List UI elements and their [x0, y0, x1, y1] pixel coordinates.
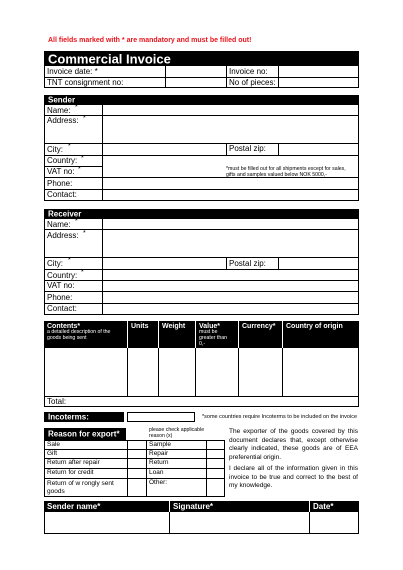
declaration-truth: I declare all of the information given in this invoice to be true and correct to the best of my knowledge.	[229, 465, 358, 490]
reason-wrongly-sent-checkbox[interactable]	[128, 479, 146, 496]
receiver-city-field[interactable]	[103, 258, 226, 269]
receiver-postal-label: Postal zip:	[229, 259, 266, 268]
receiver-heading-bar	[44, 209, 359, 219]
reason-sample-checkbox[interactable]	[207, 441, 224, 449]
receiver-address-label: Address:	[47, 231, 79, 240]
export-check-note: please check applicable reason (x)	[149, 427, 205, 439]
reason-sale-label: Sale	[47, 441, 61, 448]
invoice-no-label: Invoice no:	[229, 67, 268, 76]
sender-name-header: Sender name*	[47, 502, 101, 511]
sender-postal-field[interactable]	[279, 144, 358, 155]
tnt-consignment-field[interactable]	[166, 78, 225, 87]
sender-heading-bar	[44, 95, 359, 105]
sender-name-field[interactable]	[45, 513, 169, 533]
date-header: Date*	[313, 502, 334, 511]
sender-vat-field[interactable]	[103, 167, 223, 177]
sender-contact-field[interactable]	[103, 190, 358, 201]
reason-return-after-repair-label: Return after repair	[47, 459, 100, 466]
invoice-date-field[interactable]	[166, 67, 225, 76]
origin-field[interactable]	[283, 349, 358, 396]
sender-address-label: Address:	[47, 116, 79, 125]
receiver-contact-label: Contact:	[47, 304, 77, 313]
reason-sale-checkbox[interactable]	[128, 441, 146, 449]
sender-phone-field[interactable]	[103, 178, 358, 189]
pieces-label: No of pieces:	[229, 78, 276, 87]
receiver-address-field[interactable]	[103, 230, 358, 257]
receiver-postal-field[interactable]	[279, 258, 358, 269]
sender-name-label: Name:	[47, 106, 71, 115]
reason-gift-label: Gift	[47, 450, 58, 457]
invoice-date-label: Invoice date: *	[47, 67, 98, 76]
currency-field[interactable]	[239, 349, 282, 396]
export-heading: Reason for export*	[48, 429, 120, 439]
reason-return-label: Return	[149, 459, 169, 466]
sender-address-star: *	[83, 115, 86, 122]
sender-vat-star: *	[78, 166, 81, 173]
receiver-address-star: *	[83, 230, 86, 237]
weight-header: Weight	[162, 323, 186, 330]
reason-repair-checkbox[interactable]	[207, 450, 224, 458]
currency-header: Currency*	[242, 323, 276, 330]
reason-loan-checkbox[interactable]	[207, 469, 224, 478]
reason-repair-label: Repair	[149, 450, 169, 457]
reason-other-label: Other:	[149, 479, 168, 486]
receiver-city-label: City:	[47, 259, 63, 268]
sender-postal-label: Postal zip:	[229, 144, 266, 153]
incoterms-label: Incoterms:	[48, 412, 89, 422]
sender-city-star: *	[68, 143, 71, 150]
receiver-name-label: Name:	[47, 220, 71, 229]
invoice-title-bar	[44, 51, 359, 66]
receiver-country-label: Country:	[47, 271, 78, 280]
units-field[interactable]	[128, 349, 158, 396]
total-field[interactable]	[70, 397, 358, 406]
declaration-exporter: The exporter of the goods covered by this document declares that, except otherwise clearly indicated, these goods are of EEA preferential origin.	[229, 428, 358, 461]
receiver-vat-label: VAT no:	[47, 281, 75, 290]
value-note: must be greater than 0,-	[199, 329, 227, 347]
weight-field[interactable]	[159, 349, 195, 396]
signature-field[interactable]	[170, 513, 309, 533]
date-field[interactable]	[310, 513, 358, 533]
sender-country-label: Country:	[47, 156, 78, 165]
incoterms-field[interactable]	[127, 412, 195, 422]
reason-return-for-credit-checkbox[interactable]	[128, 469, 146, 478]
receiver-city-star: *	[68, 257, 71, 264]
reason-wrongly-sent-label: Return of w rongly sent goods	[47, 480, 114, 495]
receiver-name-star: *	[75, 218, 78, 225]
total-label: Total:	[47, 397, 67, 406]
receiver-vat-field[interactable]	[103, 281, 358, 291]
contents-field[interactable]	[45, 349, 127, 396]
tnt-consignment-label: TNT consignment no:	[47, 78, 124, 87]
export-heading-bar	[44, 428, 126, 440]
sender-heading: Sender	[48, 95, 76, 105]
sender-country-field[interactable]	[103, 156, 223, 166]
signature-header: Signature*	[173, 502, 214, 511]
sender-country-star: *	[81, 155, 84, 162]
receiver-contact-field[interactable]	[103, 304, 358, 315]
sender-contact-label: Contact:	[47, 190, 77, 199]
receiver-name-field[interactable]	[103, 220, 358, 229]
receiver-country-star: *	[81, 269, 84, 276]
receiver-phone-label: Phone:	[47, 293, 73, 302]
receiver-country-field[interactable]	[103, 270, 358, 280]
invoice-no-field[interactable]	[279, 67, 358, 76]
receiver-phone-field[interactable]	[103, 292, 358, 303]
sender-city-field[interactable]	[103, 144, 226, 155]
reason-return-checkbox[interactable]	[207, 459, 224, 468]
pieces-field[interactable]	[279, 78, 358, 87]
mandatory-notice: All fields marked with * are mandatory and must be filled out!	[48, 37, 252, 44]
sender-address-field[interactable]	[103, 116, 358, 143]
sender-name-star: *	[75, 104, 78, 111]
reason-return-after-repair-checkbox[interactable]	[128, 459, 146, 468]
receiver-heading: Receiver	[48, 209, 82, 219]
reason-other-checkbox[interactable]	[207, 479, 224, 496]
reason-loan-label: Loan	[149, 469, 164, 476]
value-header: Value*	[199, 323, 221, 330]
reason-sample-label: Sample	[149, 441, 172, 448]
contents-note: a detailed description of the goods being sent	[47, 329, 111, 341]
incoterms-bar	[44, 412, 124, 422]
sender-vat-note: *must be filled out for all shipments except for sales, gifts and samples valued below NOK 5000,-	[226, 166, 346, 178]
contents-header: Contents*	[47, 323, 81, 330]
sender-vat-label: VAT no:	[47, 167, 75, 176]
sender-phone-label: Phone:	[47, 179, 73, 188]
reason-return-for-credit-label: Return for credit	[47, 469, 94, 476]
reason-gift-checkbox[interactable]	[128, 450, 146, 458]
page-title: Commercial Invoice	[48, 51, 171, 66]
origin-header: Country of origin	[286, 323, 343, 330]
value-field[interactable]	[196, 349, 238, 396]
units-header: Units	[131, 323, 149, 330]
sender-name-field[interactable]	[103, 106, 358, 115]
sender-city-label: City:	[47, 145, 63, 154]
incoterms-note: *some countries require Incoterms to be included on the invoice	[202, 414, 358, 420]
